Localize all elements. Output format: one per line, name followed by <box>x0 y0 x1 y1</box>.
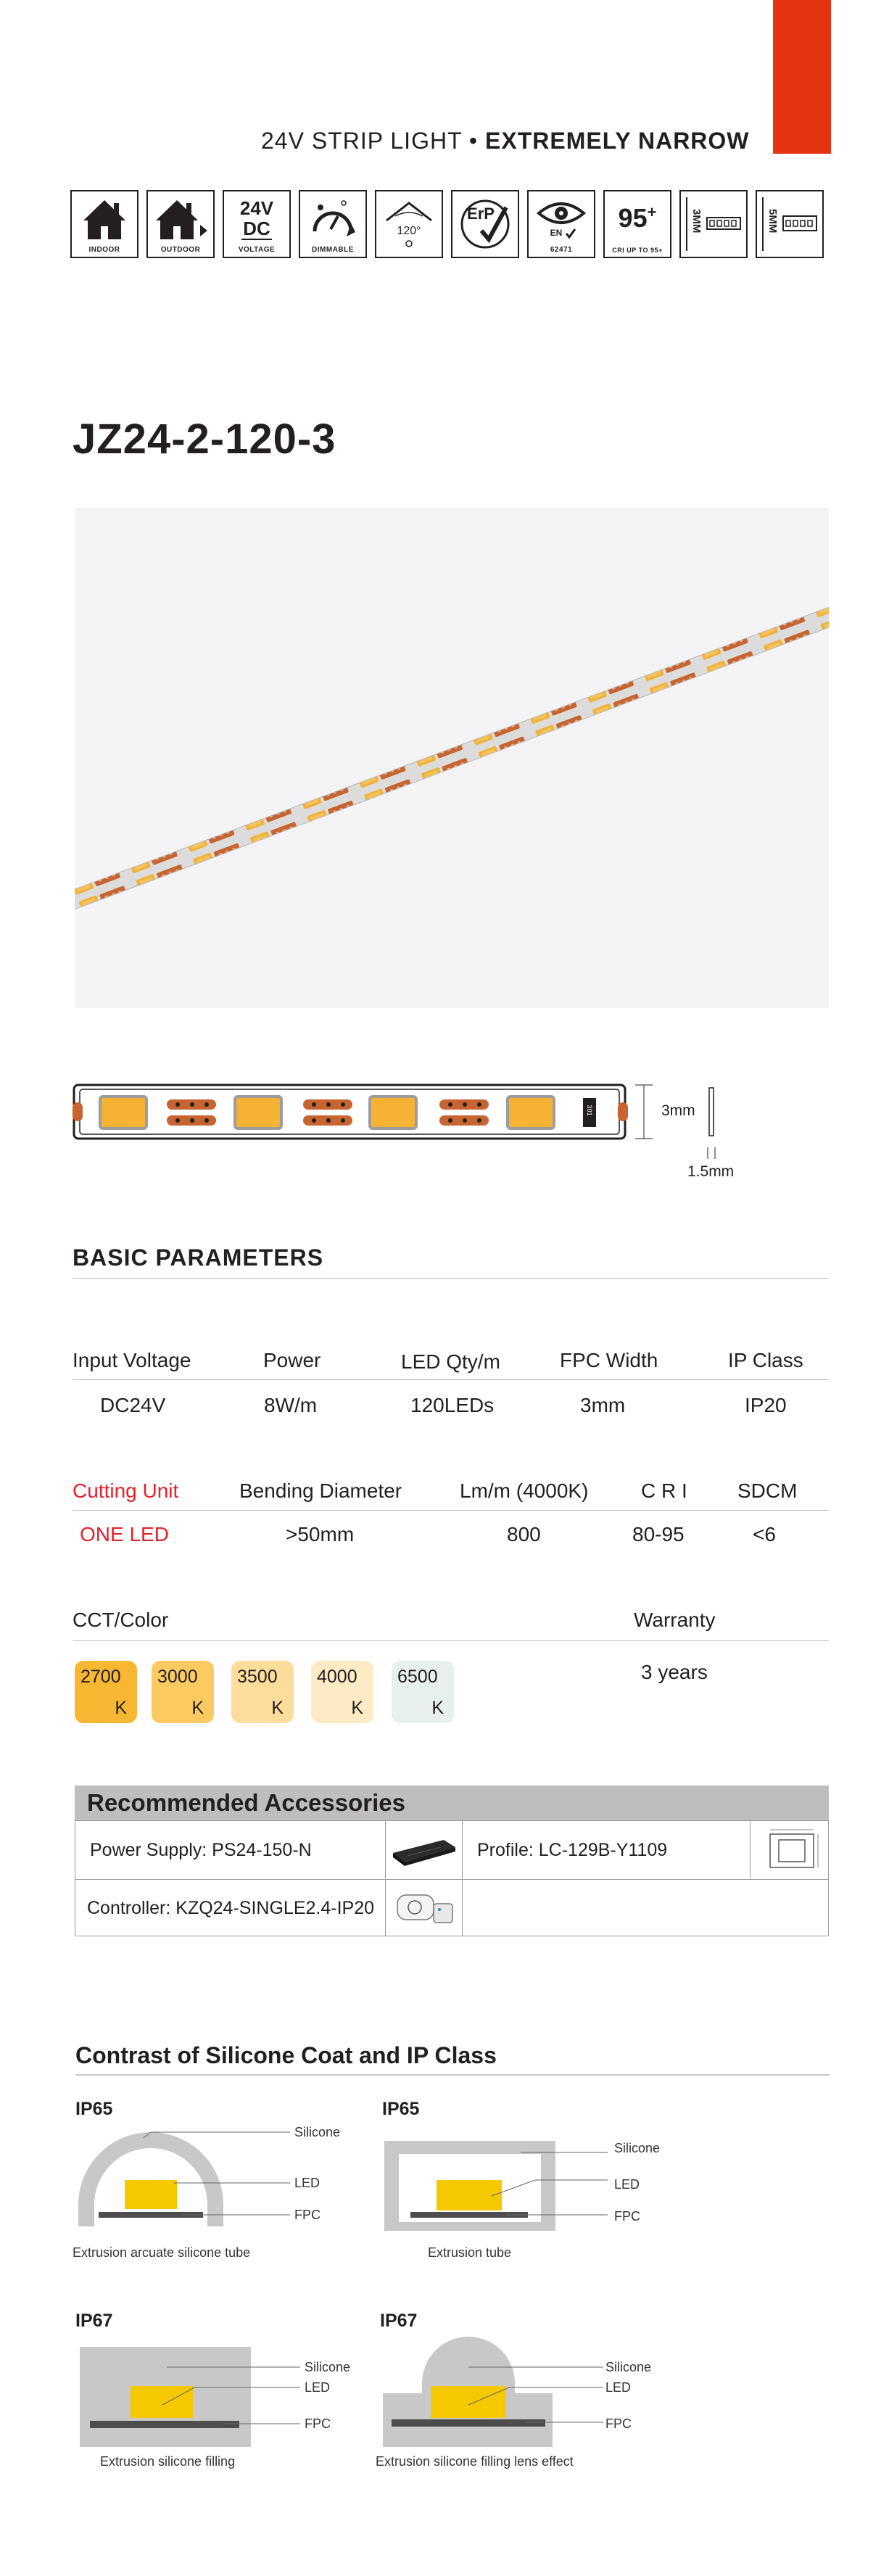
silicone-label: Silicone <box>605 2360 652 2374</box>
param-value-power: 8W/m <box>264 1394 318 1416</box>
panel-caption: Extrusion arcuate silicone tube <box>73 2245 251 2260</box>
cct-swatch-3000: 3000 K <box>152 1661 214 1723</box>
cct-swatch-4000: 4000 K <box>311 1661 373 1723</box>
led-label: LED <box>614 2177 640 2192</box>
power-supply-image <box>390 1831 458 1869</box>
width-5mm-icon: 5MM <box>756 190 824 258</box>
erp-icon: ErP <box>451 190 519 258</box>
fpc-label: FPC <box>305 2416 331 2431</box>
silicone-label: Silicone <box>614 2141 661 2155</box>
row-divider <box>73 1640 829 1641</box>
led-label: LED <box>305 2380 331 2395</box>
row-divider <box>73 1510 829 1511</box>
param-header-input-voltage: Input Voltage <box>73 1349 191 1371</box>
panel-caption: Extrusion tube <box>428 2245 512 2260</box>
param-value-lumen: 800 <box>507 1523 541 1545</box>
param-header-lumen: Lm/m (4000K) <box>460 1479 589 1502</box>
profile-accessory: Profile: LC-129B-Y1109 <box>477 1840 668 1860</box>
silicone-label: Silicone <box>294 2125 341 2139</box>
row-divider <box>73 1379 829 1380</box>
fpc-label: FPC <box>294 2208 321 2222</box>
dimmable-icon: DIMMABLE <box>299 190 367 258</box>
param-header-bending-diameter: Bending Diameter <box>239 1479 402 1502</box>
param-value-led-qty: 120LEDs <box>410 1394 495 1416</box>
cct-color-label: CCT/Color <box>73 1609 169 1631</box>
ip-rating-label: IP67 <box>75 2311 113 2331</box>
width-3mm-icon: 3MM <box>679 190 748 258</box>
brand-accent-tab <box>773 0 831 154</box>
panel-caption: Extrusion silicone filling <box>100 2454 236 2469</box>
cri-icon: 95+ CRI UP TO 95+ <box>603 190 671 258</box>
fpc-label: FPC <box>605 2416 632 2431</box>
ip-rating-label: IP65 <box>75 2099 113 2119</box>
beam-angle-icon: 120° <box>375 190 443 258</box>
controller-accessory: Controller: KZQ24-SINGLE2.4-IP20 <box>87 1898 374 1918</box>
product-category-heading: 24V STRIP LIGHT • EXTREMELY NARROW <box>261 128 750 154</box>
outdoor-icon: OUTDOOR <box>146 190 215 258</box>
product-photo <box>75 508 829 1008</box>
param-value-sdcm: <6 <box>753 1523 776 1545</box>
param-header-sdcm: SDCM <box>737 1479 798 1502</box>
contrast-section-title: Contrast of Silicone Coat and IP Class <box>75 2042 497 2068</box>
param-value-ip-class: IP20 <box>745 1394 787 1416</box>
led-label: LED <box>294 2176 321 2190</box>
param-value-bending-diameter: >50mm <box>286 1523 355 1545</box>
strip-dimension-drawing <box>73 1078 783 1190</box>
basic-parameters-title: BASIC PARAMETERS <box>73 1244 324 1271</box>
power-supply-accessory: Power Supply: PS24-150-N <box>90 1840 312 1860</box>
param-header-fpc-width: FPC Width <box>560 1349 658 1371</box>
warranty-label: Warranty <box>634 1609 716 1631</box>
resistor-chip-label: 301 <box>586 1105 593 1116</box>
silicone-filling-diagram <box>78 2342 310 2451</box>
controller-remote-image <box>393 1885 458 1933</box>
param-header-ip-class: IP Class <box>728 1349 803 1371</box>
ip-rating-label: IP67 <box>380 2311 418 2331</box>
width-dimension-label: 3mm <box>661 1102 695 1119</box>
ip-rating-label: IP65 <box>382 2099 420 2119</box>
param-header-led-qty: LED Qty/m <box>401 1350 500 1373</box>
cct-swatch-2700: 2700 K <box>75 1661 137 1723</box>
cct-swatch-6500: 6500 K <box>392 1661 454 1723</box>
param-value-input-voltage: DC24V <box>100 1394 166 1416</box>
thickness-dimension-label: 1.5mm <box>687 1163 735 1180</box>
param-header-cutting-unit: Cutting Unit <box>73 1479 179 1502</box>
param-value-fpc-width: 3mm <box>580 1394 626 1416</box>
profile-section-image <box>763 1827 821 1875</box>
section-divider <box>75 2074 830 2076</box>
fpc-label: FPC <box>614 2209 640 2224</box>
accessories-table <box>75 1820 829 1936</box>
param-value-cutting-unit: ONE LED <box>80 1523 169 1545</box>
en62471-icon: EN 62471 <box>527 190 595 258</box>
param-header-power: Power <box>263 1349 321 1371</box>
param-value-cri: 80-95 <box>632 1523 685 1545</box>
silicone-label: Silicone <box>305 2360 351 2374</box>
product-model-title: JZ24-2-120-3 <box>73 416 336 463</box>
feature-icon-row <box>70 190 824 261</box>
voltage-icon: 24V DC VOLTAGE <box>223 190 291 258</box>
lens-effect-diagram <box>381 2325 613 2451</box>
arcuate-tube-diagram <box>73 2125 305 2234</box>
accessories-title: Recommended Accessories <box>87 1789 405 1816</box>
section-divider <box>73 1278 829 1279</box>
extrusion-tube-diagram <box>383 2132 615 2234</box>
param-header-cri: C R I <box>641 1479 687 1502</box>
led-label: LED <box>605 2380 632 2395</box>
warranty-value: 3 years <box>641 1661 708 1683</box>
cct-swatch-3500: 3500 K <box>231 1661 294 1723</box>
indoor-icon: INDOOR <box>70 190 138 258</box>
panel-caption: Extrusion silicone filling lens effect <box>376 2454 574 2469</box>
